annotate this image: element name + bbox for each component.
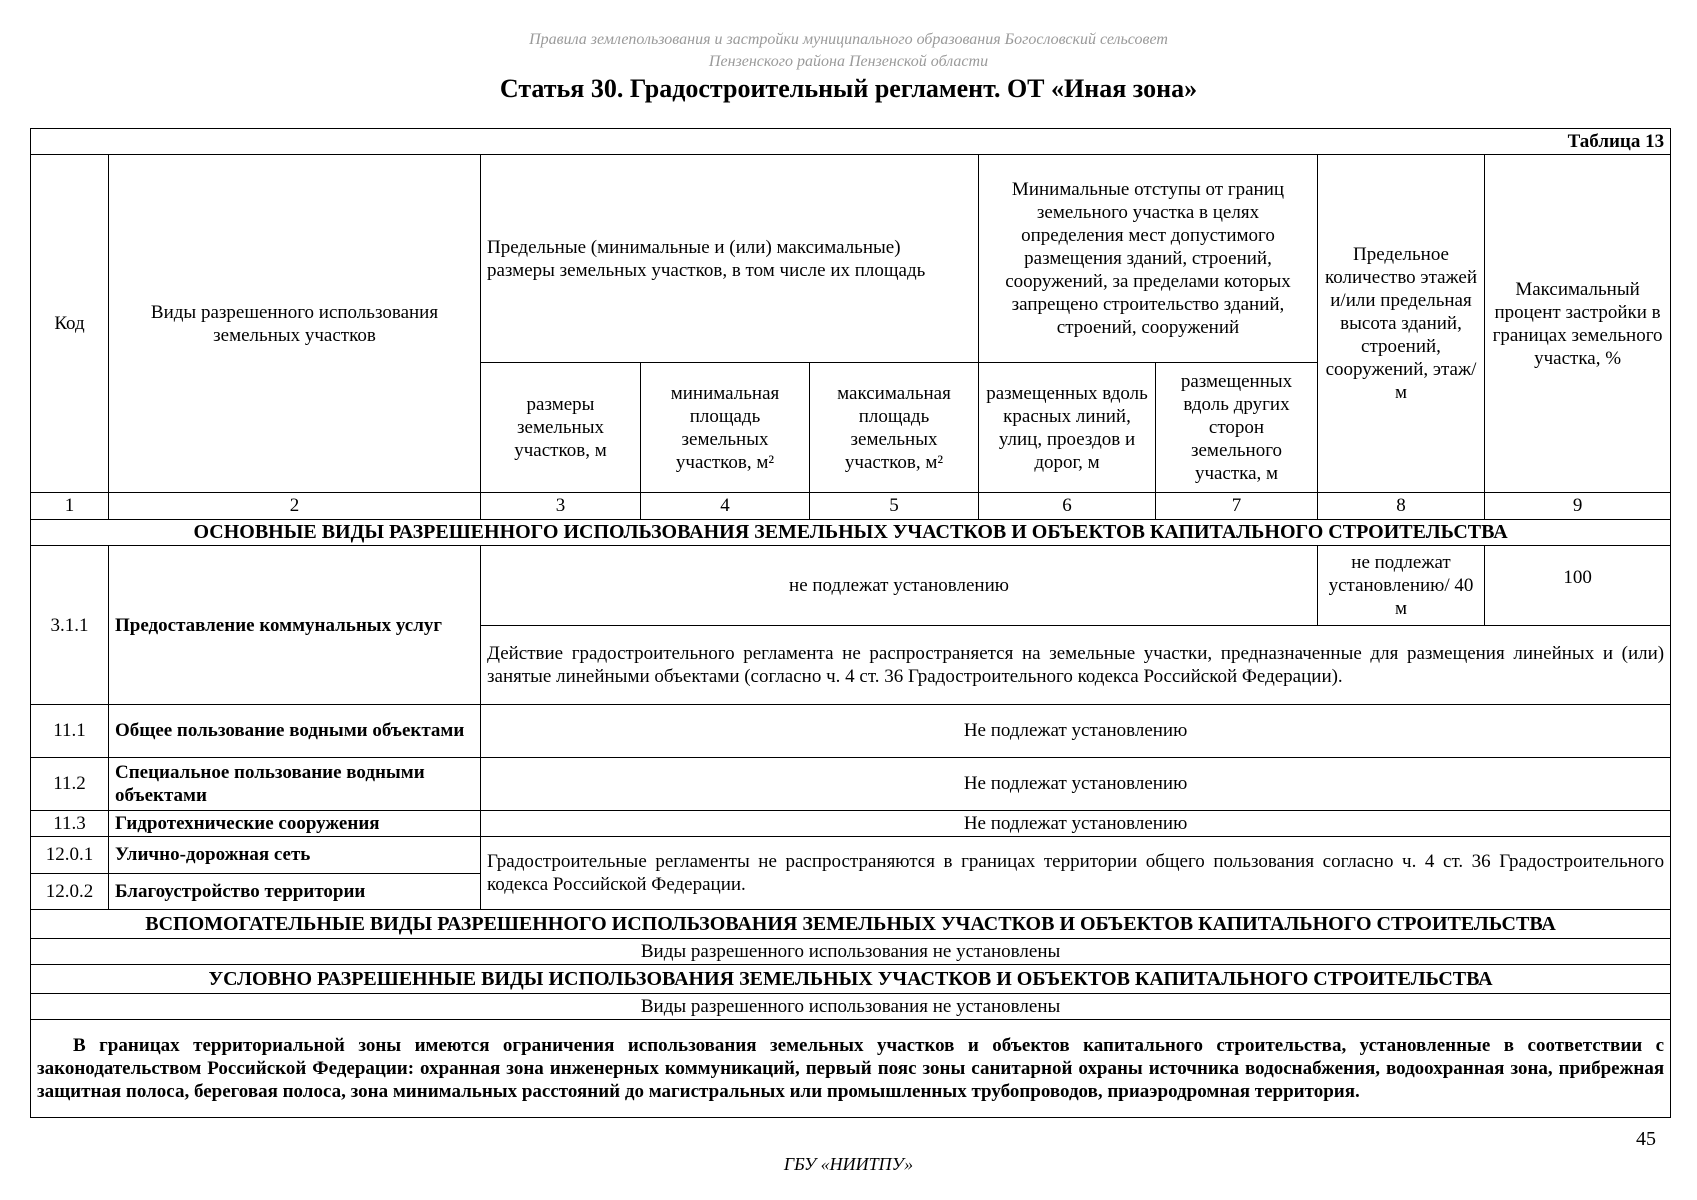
- column-number: 5: [810, 493, 979, 519]
- column-number: 7: [1156, 493, 1318, 519]
- row-use-name: Специальное пользование водными объектами: [109, 757, 481, 810]
- row-code: 11.1: [31, 704, 109, 757]
- row-note: Действие градостроительного регламента не распространяется на земельные участки, предназначенные для размещения линейных и (или) занятые линейными объектами (согласно ч. 4 ст. 36 Градостроительного кодекса Российской Федерации).: [481, 625, 1671, 704]
- section-row-main: [31, 519, 1671, 545]
- table-row: [31, 938, 1671, 964]
- footer-org: ГБУ «НИИТПУ»: [783, 1154, 914, 1174]
- page-title: Статья 30. Градостроительный регламент. ОТ «Иная зона»: [499, 74, 1198, 103]
- section-row-auxiliary: [31, 910, 1671, 938]
- row-value: Виды разрешенного использования не установлены: [31, 938, 1671, 964]
- table-label: Таблица 13: [31, 129, 1671, 155]
- row-use-name: Улично-дорожная сеть: [109, 837, 481, 874]
- row-value: Виды разрешенного использования не установлены: [31, 993, 1671, 1019]
- row-note: Градостроительные регламенты не распространяются в границах территории общего пользования согласно ч. 4 ст. 36 Градостроительного кодекса Российской Федерации.: [481, 837, 1671, 910]
- header-setbacks-group: Минимальные отступы от границ земельного участка в целях определения мест допустимого размещения зданий, строений, сооружений, за пределами которых запрещено строительство зданий, строений, сооружений: [979, 155, 1318, 363]
- table-row: [31, 810, 1671, 836]
- restrictions-row: [31, 1020, 1671, 1118]
- table-row: [31, 993, 1671, 1019]
- header-min-area: минимальная площадь земельных участков, м²: [641, 363, 810, 493]
- header-note-line1: Правила землепользования и застройки муниципального образования Богословский сельсовет: [529, 31, 1168, 48]
- header-setback-red: размещенных вдоль красных линий, улиц, проездов и дорог, м: [979, 363, 1156, 493]
- row-code: 12.0.2: [31, 873, 109, 910]
- column-number: 8: [1318, 493, 1485, 519]
- row-code: 12.0.1: [31, 837, 109, 874]
- row-value: Не подлежат установлению: [481, 704, 1671, 757]
- table-row: [31, 837, 1671, 874]
- row-use-name: Предоставление коммунальных услуг: [109, 546, 481, 705]
- column-number: 1: [31, 493, 109, 519]
- row-value: Не подлежат установлению: [481, 757, 1671, 810]
- header-coverage: Максимальный процент застройки в границах земельного участка, %: [1485, 155, 1671, 493]
- header-setback-other: размещенных вдоль других сторон земельного участка, м: [1156, 363, 1318, 493]
- restrictions-text: В границах территориальной зоны имеются ограничения использования земельных участков и объектов капитального строительства, установленные в соответствии с законодательством Российской Федерации: охранная зона инженерных коммуникаций, первый пояс зоны санитарной охраны источника водоснабжения, водоохранная зона, прибрежная защитная полоса, береговая полоса, зона минимальных расстояний до магистральных или промышленных трубопроводов, приаэродромная территория.: [31, 1020, 1671, 1118]
- row-code: 11.3: [31, 810, 109, 836]
- header-row-1: [31, 155, 1671, 363]
- header-uses: Виды разрешенного использования земельных участков: [109, 155, 481, 493]
- header-note-line2: Пензенского района Пензенской области: [708, 53, 989, 70]
- column-numbers-row: [31, 493, 1671, 519]
- section-title-auxiliary: ВСПОМОГАТЕЛЬНЫЕ ВИДЫ РАЗРЕШЕННОГО ИСПОЛЬЗОВАНИЯ ЗЕМЕЛЬНЫХ УЧАСТКОВ И ОБЪЕКТОВ КАПИТАЛЬНОГО СТРОИТЕЛЬСТВА: [31, 910, 1671, 938]
- header-sizes-m: размеры земельных участков, м: [481, 363, 641, 493]
- header-sizes-group: Предельные (минимальные и (или) максимальные) размеры земельных участков, в том числе их площадь: [481, 155, 979, 363]
- page-number: 45: [1636, 1128, 1656, 1150]
- section-title-main: ОСНОВНЫЕ ВИДЫ РАЗРЕШЕННОГО ИСПОЛЬЗОВАНИЯ ЗЕМЕЛЬНЫХ УЧАСТКОВ И ОБЪЕКТОВ КАПИТАЛЬНОГО СТРОИТЕЛЬСТВА: [31, 519, 1671, 545]
- column-number: 3: [481, 493, 641, 519]
- header-floors: Предельное количество этажей и/или предельная высота зданий, строений, сооружений, этаж/м: [1318, 155, 1485, 493]
- row-floors: не подлежат установлению/ 40 м: [1318, 546, 1485, 625]
- column-number: 2: [109, 493, 481, 519]
- header-code: Код: [31, 155, 109, 493]
- row-params: не подлежат установлению: [481, 546, 1318, 625]
- regulation-table: [30, 128, 1671, 1118]
- row-code: 11.2: [31, 757, 109, 810]
- section-title-conditional: УСЛОВНО РАЗРЕШЕННЫЕ ВИДЫ ИСПОЛЬЗОВАНИЯ ЗЕМЕЛЬНЫХ УЧАСТКОВ И ОБЪЕКТОВ КАПИТАЛЬНОГО СТРОИТЕЛЬСТВА: [31, 965, 1671, 993]
- table-row: [31, 704, 1671, 757]
- row-use-name: Гидротехнические сооружения: [109, 810, 481, 836]
- table-label-row: [31, 129, 1671, 155]
- column-number: 9: [1485, 493, 1671, 519]
- row-code: 3.1.1: [31, 546, 109, 705]
- column-number: 6: [979, 493, 1156, 519]
- column-number: 4: [641, 493, 810, 519]
- header-max-area: максимальная площадь земельных участков, м²: [810, 363, 979, 493]
- table-row: [31, 546, 1671, 625]
- row-use-name: Благоустройство территории: [109, 873, 481, 910]
- section-row-conditional: [31, 965, 1671, 993]
- row-use-name: Общее пользование водными объектами: [109, 704, 481, 757]
- row-coverage: 100: [1485, 546, 1671, 625]
- table-row: [31, 757, 1671, 810]
- row-value: Не подлежат установлению: [481, 810, 1671, 836]
